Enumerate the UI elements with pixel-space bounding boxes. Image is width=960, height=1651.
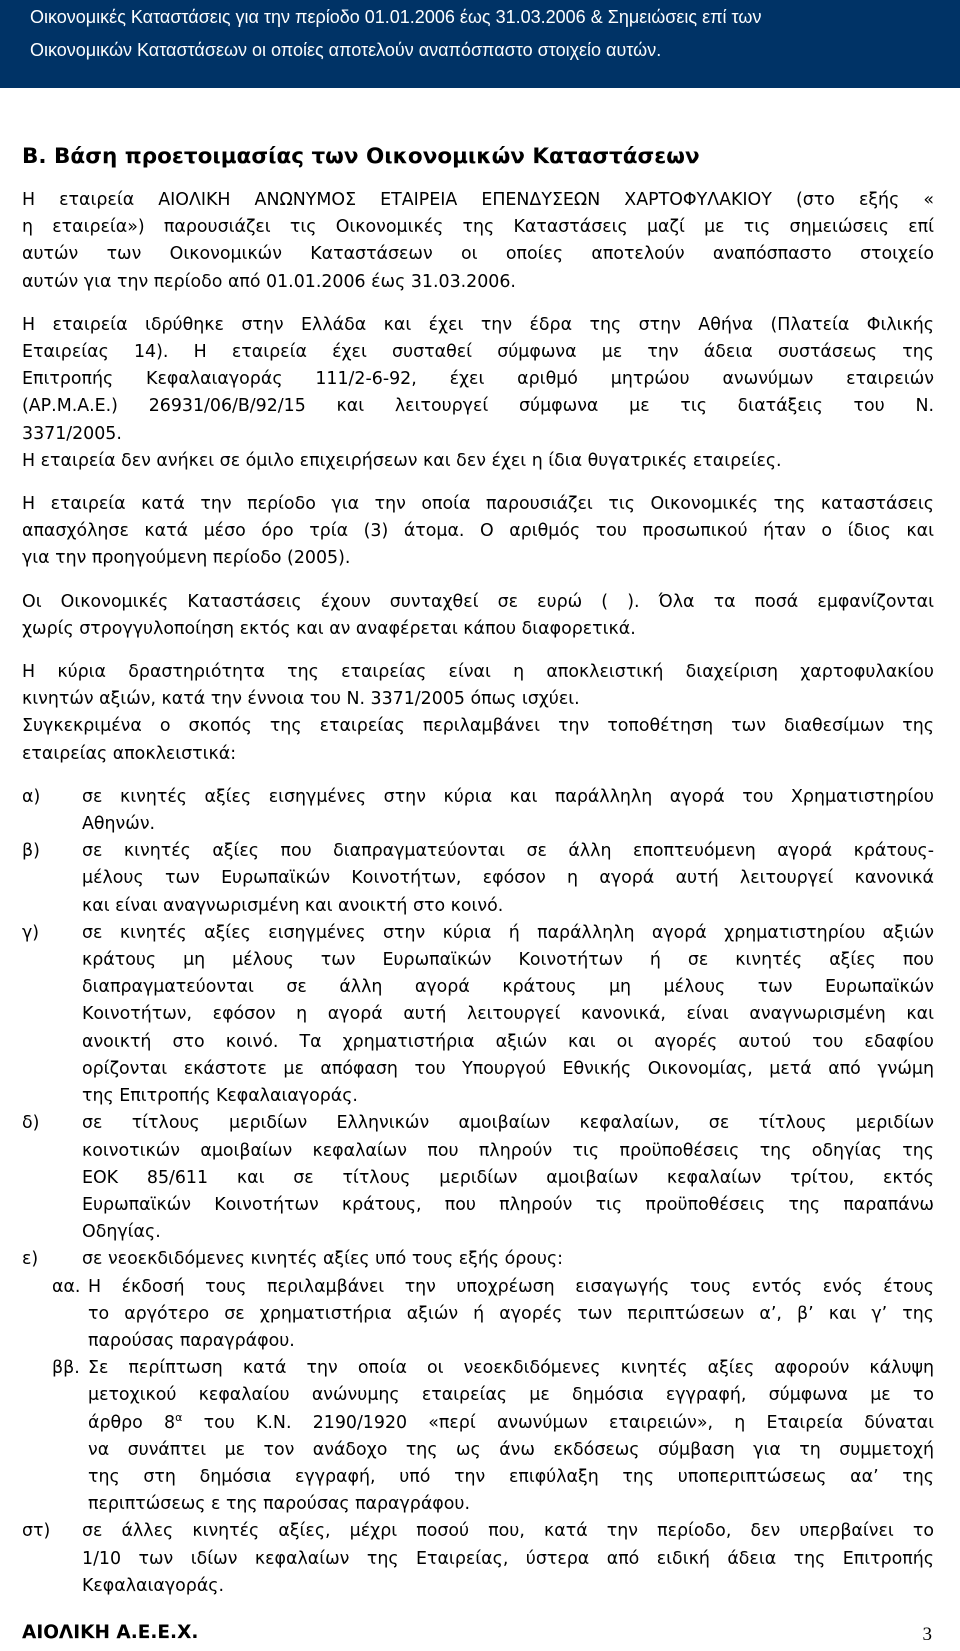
list-marker: στ): [22, 1521, 51, 1542]
text-line: η εταιρεία») παρουσιάζει τις Οικονομικές της Καταστάσεις μαζί με τις σημειώσεις επί: [22, 217, 934, 238]
text-line: σε νεοεκδιδόμενες κινητές αξίες υπό τους εξής όρους:: [82, 1249, 564, 1270]
list-item-d: [22, 1110, 934, 1246]
text-line: ορίζονται εκάστοτε με απόφαση του Υπουργού Εθνικής Οικονομίας, μετά από γνώμη: [82, 1058, 934, 1079]
text-line: Κεφαλαιαγοράς.: [82, 1575, 225, 1596]
footer-company-name: ΑΙΟΛΙΚΗ Α.Ε.Ε.Χ.: [22, 1622, 199, 1643]
text-line: περιπτώσεως ε της παρούσας παραγράφου.: [88, 1494, 470, 1515]
text-line: Η εταιρεία δεν ανήκει σε όμιλο επιχειρήσεων και δεν έχει η ίδια θυγατρικές εταιρείες.: [22, 450, 782, 471]
list-item-st: [22, 1518, 934, 1600]
text-line: σε κινητές αξίες εισηγμένες στην κύρια ή παράλληλη αγορά χρηματιστηρίου αξιών: [82, 922, 934, 943]
text-line: 3371/2005.: [22, 423, 122, 444]
list-marker: γ): [22, 922, 40, 943]
sub-list-marker: αα.: [52, 1276, 81, 1297]
header-line-1: Οικονομικές Καταστάσεις για την περίοδο 01.01.2006 έως 31.03.2006 & Σημειώσεις επί των: [30, 7, 762, 27]
paragraph-company-registration: [22, 312, 934, 475]
header-line-2: Οικονομικών Καταστάσεων οι οποίες αποτελούν αναπόσπαστο στοιχείο αυτών.: [30, 40, 662, 60]
text-line: Εταιρείας 14). Η εταιρεία έχει συσταθεί σύμφωνα με την άδεια συστάσεως της: [22, 342, 934, 363]
text-line: (ΑΡ.Μ.Α.Ε.) 26931/06/Β/92/15 και λειτουργεί σύμφωνα με τις διατάξεις του Ν.: [22, 396, 934, 417]
text-fragment: άρθρο 8: [88, 1412, 176, 1433]
text-line: Η εταιρεία ΑΙΟΛΙΚΗ ΑΝΩΝΥΜΟΣ ΕΤΑΙΡΕΙΑ ΕΠΕΝΔΥΣΕΩΝ ΧΑΡΤΟΦΥΛΑΚΙΟΥ (στο εξής «: [22, 190, 934, 210]
text-line: Συγκεκριμένα ο σκοπός της εταιρείας περιλαμβάνει την τοποθέτηση των διαθεσίμων της: [22, 716, 934, 737]
text-line: σε άλλες κινητές αξίες, μέχρι ποσού που, κατά την περίοδο, δεν υπερβαίνει το: [82, 1521, 934, 1542]
text-line: μέλους των Ευρωπαϊκών Κοινοτήτων, εφόσον η αγορά αυτή λειτουργεί κανονικά: [82, 868, 934, 889]
text-line: Αθηνών.: [82, 814, 156, 835]
paragraph-activity: [22, 659, 934, 768]
text-line: 1/10 των ιδίων κεφαλαίων της Εταιρείας, ύστερα από ειδική άδεια της Επιτροπής: [82, 1548, 934, 1569]
list-item-c: [22, 920, 934, 1110]
paragraph-company-intro: [22, 187, 934, 296]
text-line: διαπραγματεύονται σε άλλη αγορά κράτους μη μέλους των Ευρωπαϊκών: [82, 977, 934, 998]
list-item-b: [22, 838, 934, 920]
text-line: Η εταιρεία κατά την περίοδο για την οποία παρουσιάζει τις Οικονομικές της καταστάσεις: [22, 494, 934, 515]
text-line: Ευρωπαϊκών Κοινοτήτων κράτους, που πληρούν τις προϋποθέσεις της παραπάνω: [82, 1194, 934, 1215]
list-marker: δ): [22, 1113, 40, 1134]
text-line: της στη δημόσια εγγραφή, υπό την επιφύλαξη της υποπεριπτώσεως αα’ της: [88, 1466, 934, 1487]
section-title: B. Βάση προετοιμασίας των Οικονομικών Καταστάσεων: [22, 144, 700, 169]
document-body: [22, 140, 934, 1600]
text-line: Η εταιρεία ιδρύθηκε στην Ελλάδα και έχει την έδρα της στην Αθήνα (Πλατεία Φιλικής: [22, 314, 934, 335]
text-line: σε κινητές αξίες εισηγμένες στην κύρια και παράλληλη αγορά του Χρηματιστηρίου: [82, 786, 934, 807]
text-line: για την προηγούμενη περίοδο (2005).: [22, 548, 351, 569]
text-line: παρούσας παραγράφου.: [88, 1330, 295, 1351]
text-line: κοινοτικών αμοιβαίων κεφαλαίων που πληρούν τις προϋποθέσεις της οδηγίας της: [82, 1140, 934, 1161]
text-line: Οδηγίας.: [82, 1222, 161, 1243]
sub-item-bb: [22, 1355, 934, 1518]
list-marker: α): [22, 786, 41, 807]
sub-item-aa: [22, 1274, 934, 1356]
list-item-e: [22, 1246, 934, 1273]
text-line: αυτών των Οικονομικών Καταστάσεων οι οποίες αποτελούν αναπόσπαστο στοιχείο: [22, 244, 934, 265]
text-line: Κοινοτήτων, εφόσον η αγορά αυτή λειτουργεί κανονικά, είναι αναγνωρισμένη και: [82, 1004, 934, 1025]
list-marker: β): [22, 841, 40, 862]
text-line: και είναι αναγνωρισμένη και ανοικτή στο κοινό.: [82, 895, 504, 916]
text-line: κράτους μη μέλους των Ευρωπαϊκών Κοινοτήτων ή σε κινητές αξίες που: [82, 950, 934, 971]
text-line: ανοικτή στο κοινό. Τα χρηματιστήρια αξιών και οι αγορές αυτού του εδαφίου: [82, 1031, 934, 1052]
text-line: να συνάπτει με τον ανάδοχο της ως άνω εκδόσεως σύμβαση για τη συμμετοχή: [88, 1439, 934, 1460]
superscript: α: [175, 1410, 183, 1424]
text-line: της Επιτροπής Κεφαλαιαγοράς.: [82, 1086, 358, 1107]
text-line: σε τίτλους μεριδίων Ελληνικών αμοιβαίων κεφαλαίων, σε τίτλους μεριδίων: [82, 1113, 934, 1134]
text-line: χωρίς στρογγυλοποίηση εκτός και αν αναφέρεται κάπου διαφορετικά.: [22, 618, 636, 639]
text-line: μετοχικού κεφαλαίου ανώνυμης εταιρείας με δημόσια εγγραφή, σύμφωνα με το: [88, 1385, 934, 1406]
text-line: Η κύρια δραστηριότητα της εταιρείας είναι η αποκλειστική διαχείριση χαρτοφυλακίου: [22, 662, 934, 683]
text-line: Η έκδοσή τους περιλαμβάνει την υποχρέωση εισαγωγής τους εντός ενός έτους: [88, 1276, 934, 1297]
paragraph-employees: [22, 491, 934, 573]
text-line-with-superscript: [88, 1410, 934, 1437]
text-line: ΕΟΚ 85/611 και σε τίτλους μεριδίων αμοιβαίων κεφαλαίων τρίτου, εκτός: [82, 1167, 934, 1188]
sub-list-marker: ββ.: [52, 1358, 80, 1379]
text-line: κινητών αξιών, κατά την έννοια του Ν. 3371/2005 όπως ισχύει.: [22, 689, 580, 710]
text-line: απασχόλησε κατά μέσο όρο τρία (3) άτομα. Ο αριθμός του προσωπικού ήταν ο ίδιος και: [22, 521, 934, 542]
text-line: Σε περίπτωση κατά την οποία οι νεοεκδιδόμενες κινητές αξίες αφορούν κάλυψη: [88, 1358, 934, 1379]
page-number: 3: [922, 1624, 932, 1645]
paragraph-currency: [22, 589, 934, 643]
list-item-a: [22, 784, 934, 838]
text-line: αυτών για την περίοδο από 01.01.2006 έως 31.03.2006.: [22, 271, 516, 292]
text-line: σε κινητές αξίες που διαπραγματεύονται σε άλλη εποπτευόμενη αγορά κράτους-: [82, 841, 934, 862]
list-marker: ε): [22, 1249, 39, 1270]
text-line: Επιτροπής Κεφαλαιαγοράς 111/2-6-92, έχει αριθμό μητρώου ανωνύμων εταιρειών: [22, 369, 934, 390]
page-header: [0, 0, 960, 88]
text-line: εταιρείας αποκλειστικά:: [22, 743, 237, 764]
text-line: το αργότερο σε χρηματιστήρια αξιών ή αγορές των περιπτώσεων α’, β’ και γ’ της: [88, 1303, 934, 1324]
text-fragment: του Κ.Ν. 2190/1920 «περί ανωνύμων εταιρειών», η Εταιρεία δύναται: [203, 1412, 934, 1433]
text-line: Οι Οικονομικές Καταστάσεις έχουν συνταχθεί σε ευρώ ( ). Όλα τα ποσά εμφανίζονται: [22, 591, 934, 612]
